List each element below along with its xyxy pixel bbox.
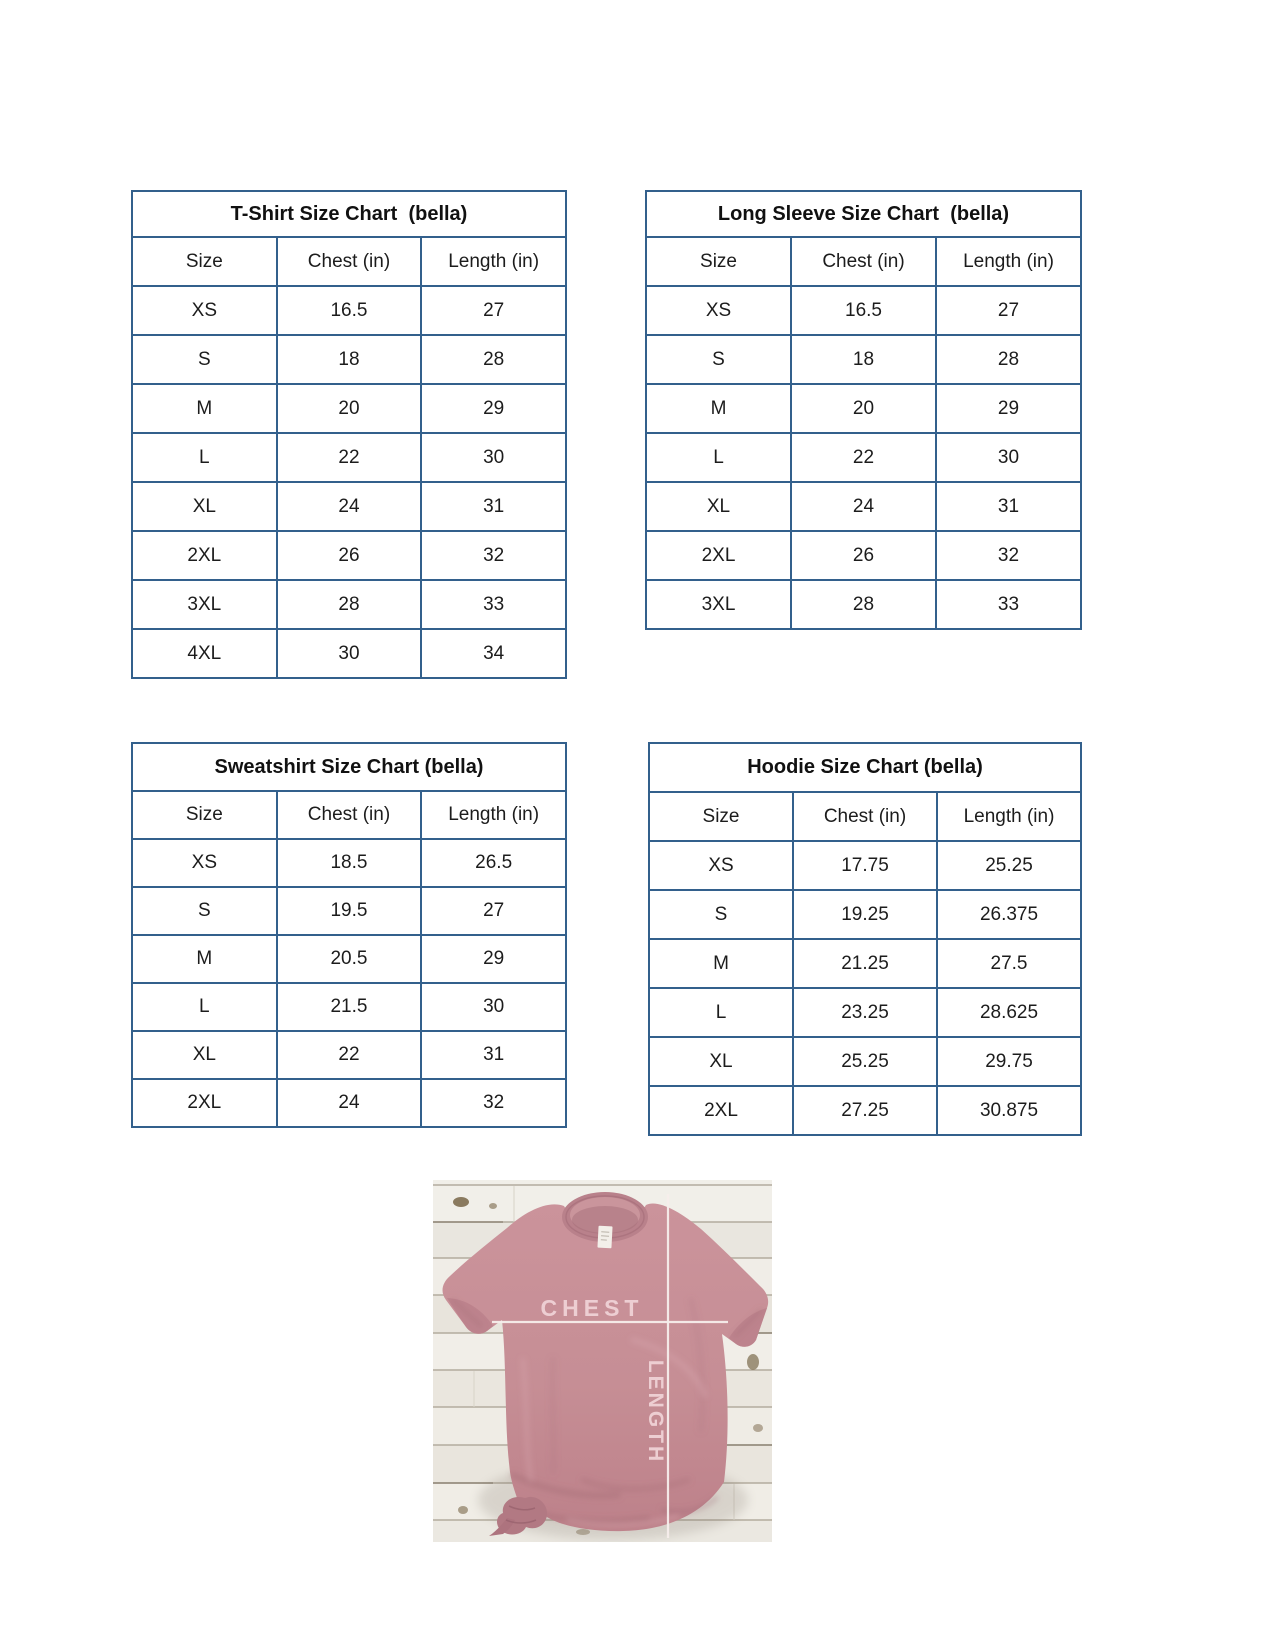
measurement-cell: 25.25 <box>793 1037 937 1086</box>
size-cell: XL <box>649 1037 793 1086</box>
table-title-row <box>649 743 1081 792</box>
table-row <box>649 939 1081 988</box>
measurement-cell: 28.625 <box>937 988 1081 1037</box>
measurement-cell: 26 <box>277 531 422 580</box>
table-row <box>646 482 1081 531</box>
sweatshirt-size-table <box>131 742 567 1128</box>
column-header: Size <box>132 791 277 839</box>
table-row <box>132 384 566 433</box>
measurement-cell: 30 <box>277 629 422 678</box>
measurement-cell: 26 <box>791 531 936 580</box>
measurement-cell: 21.5 <box>277 983 422 1031</box>
size-table <box>648 742 1082 1136</box>
table-row <box>132 286 566 335</box>
table-header-row <box>646 237 1081 286</box>
size-cell: L <box>646 433 791 482</box>
size-cell: S <box>646 335 791 384</box>
size-cell: XS <box>649 841 793 890</box>
measurement-cell: 19.5 <box>277 887 422 935</box>
table-row <box>132 531 566 580</box>
table-row <box>646 335 1081 384</box>
table-title: Long Sleeve Size Chart (bella) <box>646 191 1081 237</box>
size-cell: XS <box>132 839 277 887</box>
measurement-cell: 31 <box>421 482 566 531</box>
table-row <box>649 1086 1081 1135</box>
measurement-cell: 32 <box>421 1079 566 1127</box>
column-header: Size <box>132 237 277 286</box>
measurement-cell: 21.25 <box>793 939 937 988</box>
measurement-cell: 22 <box>791 433 936 482</box>
table-title: Hoodie Size Chart (bella) <box>649 743 1081 792</box>
measurement-cell: 31 <box>421 1031 566 1079</box>
measurement-cell: 28 <box>421 335 566 384</box>
measurement-cell: 29 <box>421 935 566 983</box>
column-header: Length (in) <box>421 791 566 839</box>
measurement-cell: 29.75 <box>937 1037 1081 1086</box>
measurement-cell: 33 <box>421 580 566 629</box>
size-cell: XS <box>132 286 277 335</box>
column-header: Chest (in) <box>277 791 422 839</box>
measurement-cell: 28 <box>791 580 936 629</box>
tshirt-size-table <box>131 190 567 679</box>
tshirt-measurement-graphic <box>433 1180 772 1542</box>
hoodie-size-table <box>648 742 1082 1136</box>
measurement-cell: 17.75 <box>793 841 937 890</box>
column-header: Chest (in) <box>791 237 936 286</box>
table-row <box>132 839 566 887</box>
measurement-cell: 23.25 <box>793 988 937 1037</box>
column-header: Chest (in) <box>277 237 422 286</box>
table-row <box>646 286 1081 335</box>
measurement-cell: 20 <box>791 384 936 433</box>
table-header-row <box>132 791 566 839</box>
size-cell: 3XL <box>646 580 791 629</box>
measurement-cell: 22 <box>277 433 422 482</box>
table-row <box>646 580 1081 629</box>
table-row <box>132 580 566 629</box>
measurement-cell: 24 <box>791 482 936 531</box>
length-label: LENGTH <box>644 1359 667 1465</box>
size-cell: XL <box>132 1031 277 1079</box>
measurement-cell: 30 <box>421 983 566 1031</box>
size-cell: 4XL <box>132 629 277 678</box>
size-cell: S <box>132 335 277 384</box>
size-cell: L <box>132 983 277 1031</box>
size-cell: XL <box>646 482 791 531</box>
measurement-cell: 19.25 <box>793 890 937 939</box>
measurement-cell: 26.375 <box>937 890 1081 939</box>
table-row <box>132 433 566 482</box>
table-row <box>132 482 566 531</box>
size-cell: S <box>649 890 793 939</box>
size-cell: L <box>132 433 277 482</box>
size-cell: 2XL <box>132 531 277 580</box>
measurement-cell: 24 <box>277 1079 422 1127</box>
table-row <box>646 384 1081 433</box>
shirt-measurement-photo <box>433 1180 772 1542</box>
measurement-cell: 25.25 <box>937 841 1081 890</box>
measurement-cell: 16.5 <box>277 286 422 335</box>
table-row <box>132 1079 566 1127</box>
measurement-cell: 33 <box>936 580 1081 629</box>
measurement-cell: 30 <box>936 433 1081 482</box>
table-row <box>649 1037 1081 1086</box>
size-cell: M <box>649 939 793 988</box>
column-header: Size <box>649 792 793 841</box>
measurement-cell: 20.5 <box>277 935 422 983</box>
chest-label: CHEST <box>540 1295 644 1321</box>
size-table <box>131 190 567 679</box>
size-cell: 2XL <box>646 531 791 580</box>
table-row <box>132 335 566 384</box>
measurement-cell: 30.875 <box>937 1086 1081 1135</box>
measurement-cell: 30 <box>421 433 566 482</box>
column-header: Length (in) <box>936 237 1081 286</box>
column-header: Length (in) <box>937 792 1081 841</box>
measurement-cell: 24 <box>277 482 422 531</box>
measurement-cell: 28 <box>277 580 422 629</box>
table-row <box>132 629 566 678</box>
measurement-cell: 18.5 <box>277 839 422 887</box>
table-row <box>646 433 1081 482</box>
measurement-cell: 27.25 <box>793 1086 937 1135</box>
size-cell: XL <box>132 482 277 531</box>
size-cell: L <box>649 988 793 1037</box>
size-cell: 2XL <box>132 1079 277 1127</box>
measurement-cell: 18 <box>791 335 936 384</box>
measurement-cell: 26.5 <box>421 839 566 887</box>
table-title: T-Shirt Size Chart (bella) <box>132 191 566 237</box>
table-title-row <box>646 191 1081 237</box>
measurement-cell: 32 <box>936 531 1081 580</box>
column-header: Size <box>646 237 791 286</box>
table-header-row <box>132 237 566 286</box>
size-cell: XS <box>646 286 791 335</box>
size-cell: M <box>646 384 791 433</box>
size-table <box>131 742 567 1128</box>
table-row <box>649 988 1081 1037</box>
measurement-cell: 29 <box>936 384 1081 433</box>
table-title-row <box>132 191 566 237</box>
measurement-cell: 16.5 <box>791 286 936 335</box>
measurement-cell: 34 <box>421 629 566 678</box>
long-sleeve-size-table <box>645 190 1082 630</box>
measurement-cell: 18 <box>277 335 422 384</box>
table-row <box>132 1031 566 1079</box>
table-row <box>132 935 566 983</box>
measurement-cell: 27 <box>936 286 1081 335</box>
table-row <box>646 531 1081 580</box>
size-table <box>645 190 1082 630</box>
measurement-cell: 32 <box>421 531 566 580</box>
table-row <box>649 841 1081 890</box>
size-cell: S <box>132 887 277 935</box>
measurement-cell: 28 <box>936 335 1081 384</box>
size-cell: M <box>132 384 277 433</box>
size-cell: M <box>132 935 277 983</box>
column-header: Length (in) <box>421 237 566 286</box>
table-row <box>132 983 566 1031</box>
measurement-cell: 27 <box>421 887 566 935</box>
table-title: Sweatshirt Size Chart (bella) <box>132 743 566 791</box>
table-row <box>132 887 566 935</box>
measurement-cell: 27 <box>421 286 566 335</box>
column-header: Chest (in) <box>793 792 937 841</box>
measurement-cell: 20 <box>277 384 422 433</box>
measurement-cell: 31 <box>936 482 1081 531</box>
table-header-row <box>649 792 1081 841</box>
neck-label <box>597 1226 612 1249</box>
measurement-cell: 22 <box>277 1031 422 1079</box>
table-title-row <box>132 743 566 791</box>
measurement-cell: 29 <box>421 384 566 433</box>
size-cell: 3XL <box>132 580 277 629</box>
measurement-cell: 27.5 <box>937 939 1081 988</box>
table-row <box>649 890 1081 939</box>
size-cell: 2XL <box>649 1086 793 1135</box>
